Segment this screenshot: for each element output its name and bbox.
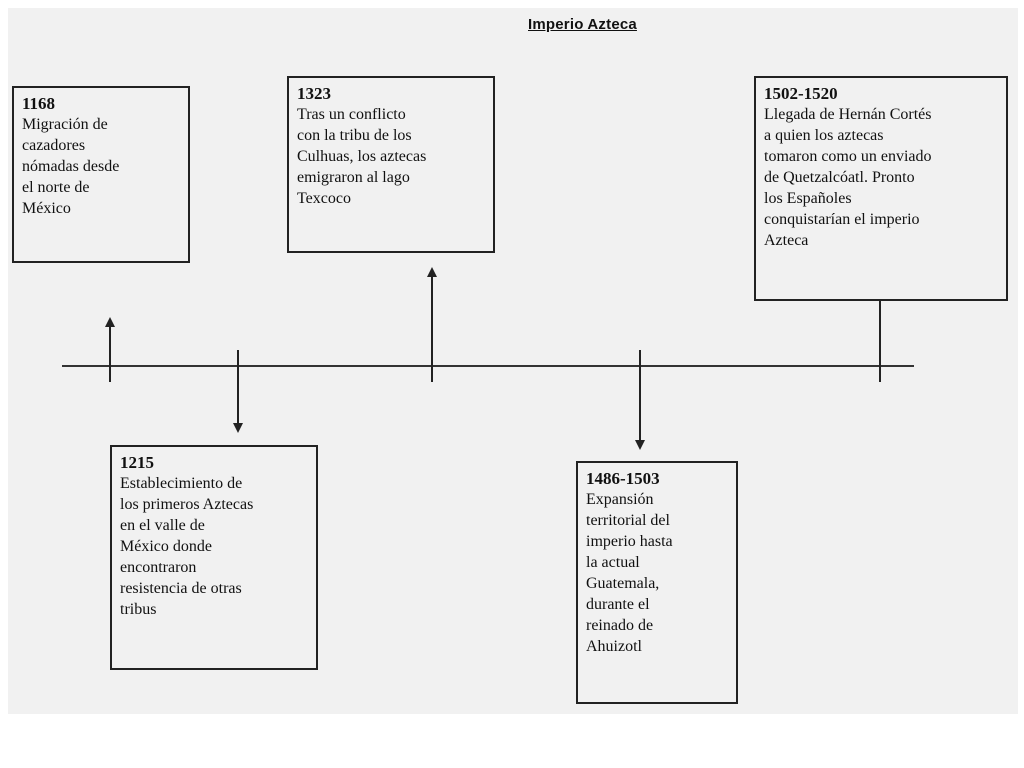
diagram-title: Imperio Azteca: [528, 16, 637, 33]
event-box-1502-1520: [754, 76, 1008, 301]
event-box-1323: [287, 76, 495, 253]
event-year: 1323: [297, 84, 331, 103]
event-year: 1486-1503: [586, 469, 660, 488]
event-box-1168: [12, 86, 190, 263]
event-description: Llegada de Hernán Cortés a quien los aztecas tomaron como un enviado de Quetzalcóatl. Pronto los Españoles conquistarían el imperio Azteca: [764, 106, 932, 249]
event-year: 1168: [22, 94, 56, 113]
event-description: Migración de cazadores nómadas desde el norte de México: [22, 116, 120, 217]
event-box-1215: [110, 445, 318, 670]
event-year: 1215: [120, 453, 154, 472]
event-box-1486-1503: [576, 461, 738, 704]
event-description: Expansión territorial del imperio hasta la actual Guatemala, durante el reinado de Ahuizotl: [586, 491, 673, 655]
event-description: Establecimiento de los primeros Aztecas en el valle de México donde encontraron resistencia de otras tribus: [120, 475, 254, 618]
event-year: 1502-1520: [764, 84, 838, 103]
event-description: Tras un conflicto con la tribu de los Culhuas, los aztecas emigraron al lago Texcoco: [297, 106, 427, 207]
